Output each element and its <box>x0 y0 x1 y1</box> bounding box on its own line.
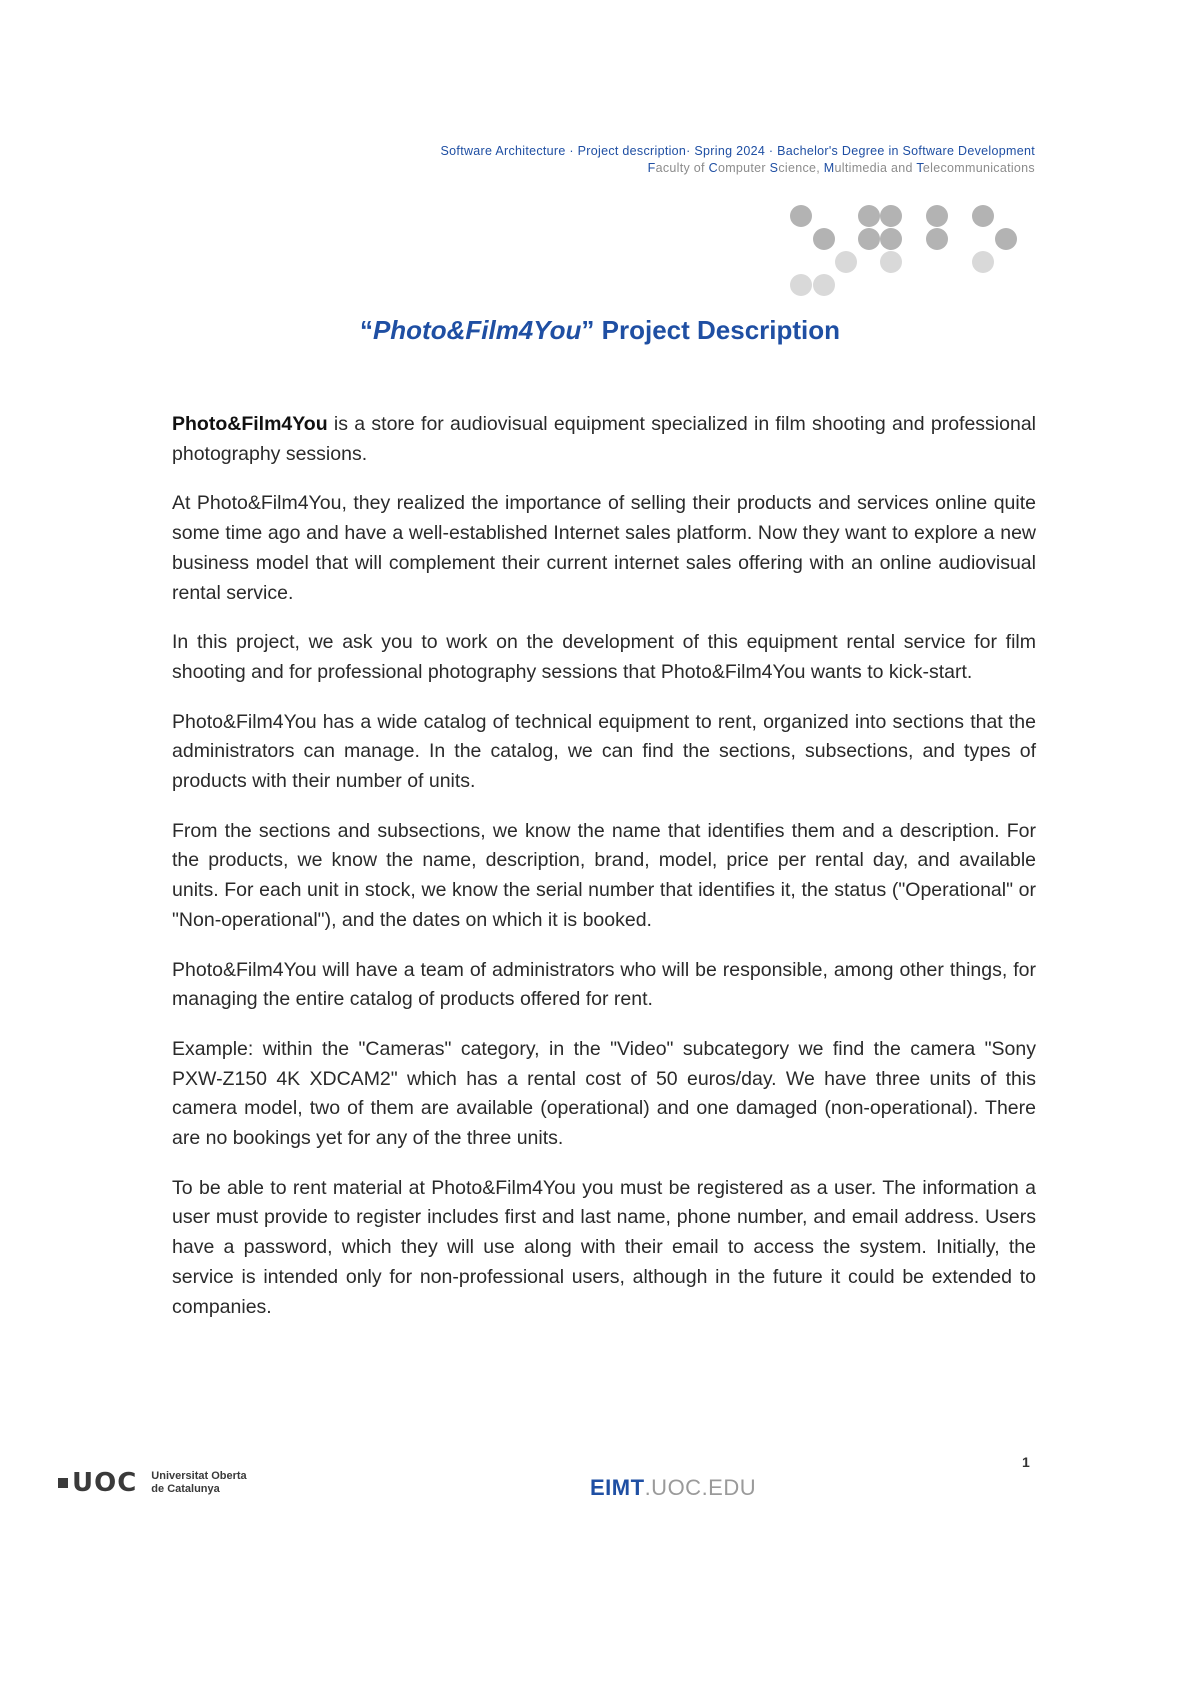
header-course-line: Software Architecture · Project description· Spring 2024 · Bachelor's Degree in Software Development <box>440 144 1035 158</box>
eimt-logo <box>590 1475 756 1501</box>
decorative-dot <box>813 274 835 296</box>
paragraph: From the sections and subsections, we know the name that identifies them and a description. For the products, we know the name, description, brand, model, price per rental day, and available units. For each unit in stock, we know the serial number that identifies it, the status ("Operational" or "Non-operational"), and the dates on which it is booked. <box>172 819 1036 931</box>
title-open-quote: “ <box>359 315 373 345</box>
uoc-logo <box>58 1468 247 1498</box>
header-faculty-word: elecommunications <box>922 161 1035 175</box>
decorative-dot <box>790 274 812 296</box>
decorative-dot <box>790 205 812 227</box>
uoc-logo-mark <box>58 1468 137 1498</box>
decorative-dot <box>926 228 948 250</box>
header-faculty-initial: C <box>708 161 718 175</box>
page-header <box>441 143 1035 177</box>
title-close-quote: ” <box>581 315 595 345</box>
header-faculty-word: aculty of <box>655 161 709 175</box>
header-faculty-word: ultimedia and <box>834 161 917 175</box>
decorative-dot <box>972 251 994 273</box>
header-faculty-initial: M <box>823 161 835 175</box>
uoc-name-line: de Catalunya <box>151 1483 220 1495</box>
uoc-square-icon <box>58 1478 68 1488</box>
page-number: 1 <box>1022 1454 1030 1470</box>
eimt-logo-domain: .UOC.EDU <box>644 1475 757 1500</box>
paragraph: Example: within the "Cameras" category, in the "Video" subcategory we find the camera "Sony PXW-Z150 4K XDCAM2" which has a rental cost of 50 euros/day. We have three units of this camera model, two of them are available (operational) and one damaged (non-operational). There are no bookings yet for any of the three units. <box>172 1037 1036 1150</box>
decorative-dot <box>995 228 1017 250</box>
paragraph: At Photo&Film4You, they realized the importance of selling their products and services online quite some time ago and have a well-established Internet sales platform. Now they want to explore a new business model that will complement their current internet sales offering with an online audiovisual rental service. <box>172 492 1036 604</box>
header-faculty-line <box>441 160 1035 177</box>
decorative-dot <box>835 251 857 273</box>
decorative-dot <box>972 205 994 227</box>
header-faculty-initial: F <box>647 161 656 175</box>
header-faculty-initial: T <box>916 161 923 175</box>
decorative-dot <box>858 205 880 227</box>
paragraph: Photo&Film4You will have a team of administrators who will be responsible, among other things, for managing the entire catalog of products offered for rent. <box>172 958 1036 1011</box>
uoc-logo-name <box>151 1470 246 1496</box>
document-title <box>0 315 1200 346</box>
document-body <box>172 410 1036 1342</box>
eimt-logo-strong: EIMT <box>590 1475 645 1500</box>
header-faculty-initial: S <box>769 161 779 175</box>
uoc-name-line: Universitat Oberta <box>151 1470 247 1482</box>
paragraph-bold-lead: Photo&Film4You <box>172 413 328 435</box>
title-rest: Project Description <box>594 315 841 345</box>
paragraph: Photo&Film4You has a wide catalog of technical equipment to rent, organized into sections that the administrators can manage. In the catalog, we can find the sections, subsections, and types of products with their number of units. <box>172 710 1036 793</box>
decorative-dot <box>880 205 902 227</box>
paragraph <box>172 410 1036 469</box>
paragraph: In this project, we ask you to work on the development of this equipment rental service for film shooting and for professional photography sessions that Photo&Film4You wants to kick-start. <box>172 631 1036 683</box>
header-faculty-word: cience, <box>778 161 824 175</box>
decorative-dot <box>813 228 835 250</box>
decorative-dot <box>880 228 902 250</box>
paragraph-text: is a store for audiovisual equipment specialized in film shooting and professional photography sessions. <box>172 413 1036 465</box>
paragraph: To be able to rent material at Photo&Film4You you must be registered as a user. The information a user must provide to register includes first and last name, phone number, and email address. Users have a password, which they will use along with their email to access the system. Initially, the service is intended only for non-professional users, although in the future it could be extended to companies. <box>172 1176 1036 1318</box>
decorative-dots-pattern <box>790 205 1050 305</box>
uoc-logo-text: UOC <box>72 1468 138 1498</box>
decorative-dot <box>880 251 902 273</box>
header-faculty-word: omputer <box>717 161 770 175</box>
decorative-dot <box>926 205 948 227</box>
title-project-name: Photo&Film4You <box>372 315 582 345</box>
decorative-dot <box>858 228 880 250</box>
